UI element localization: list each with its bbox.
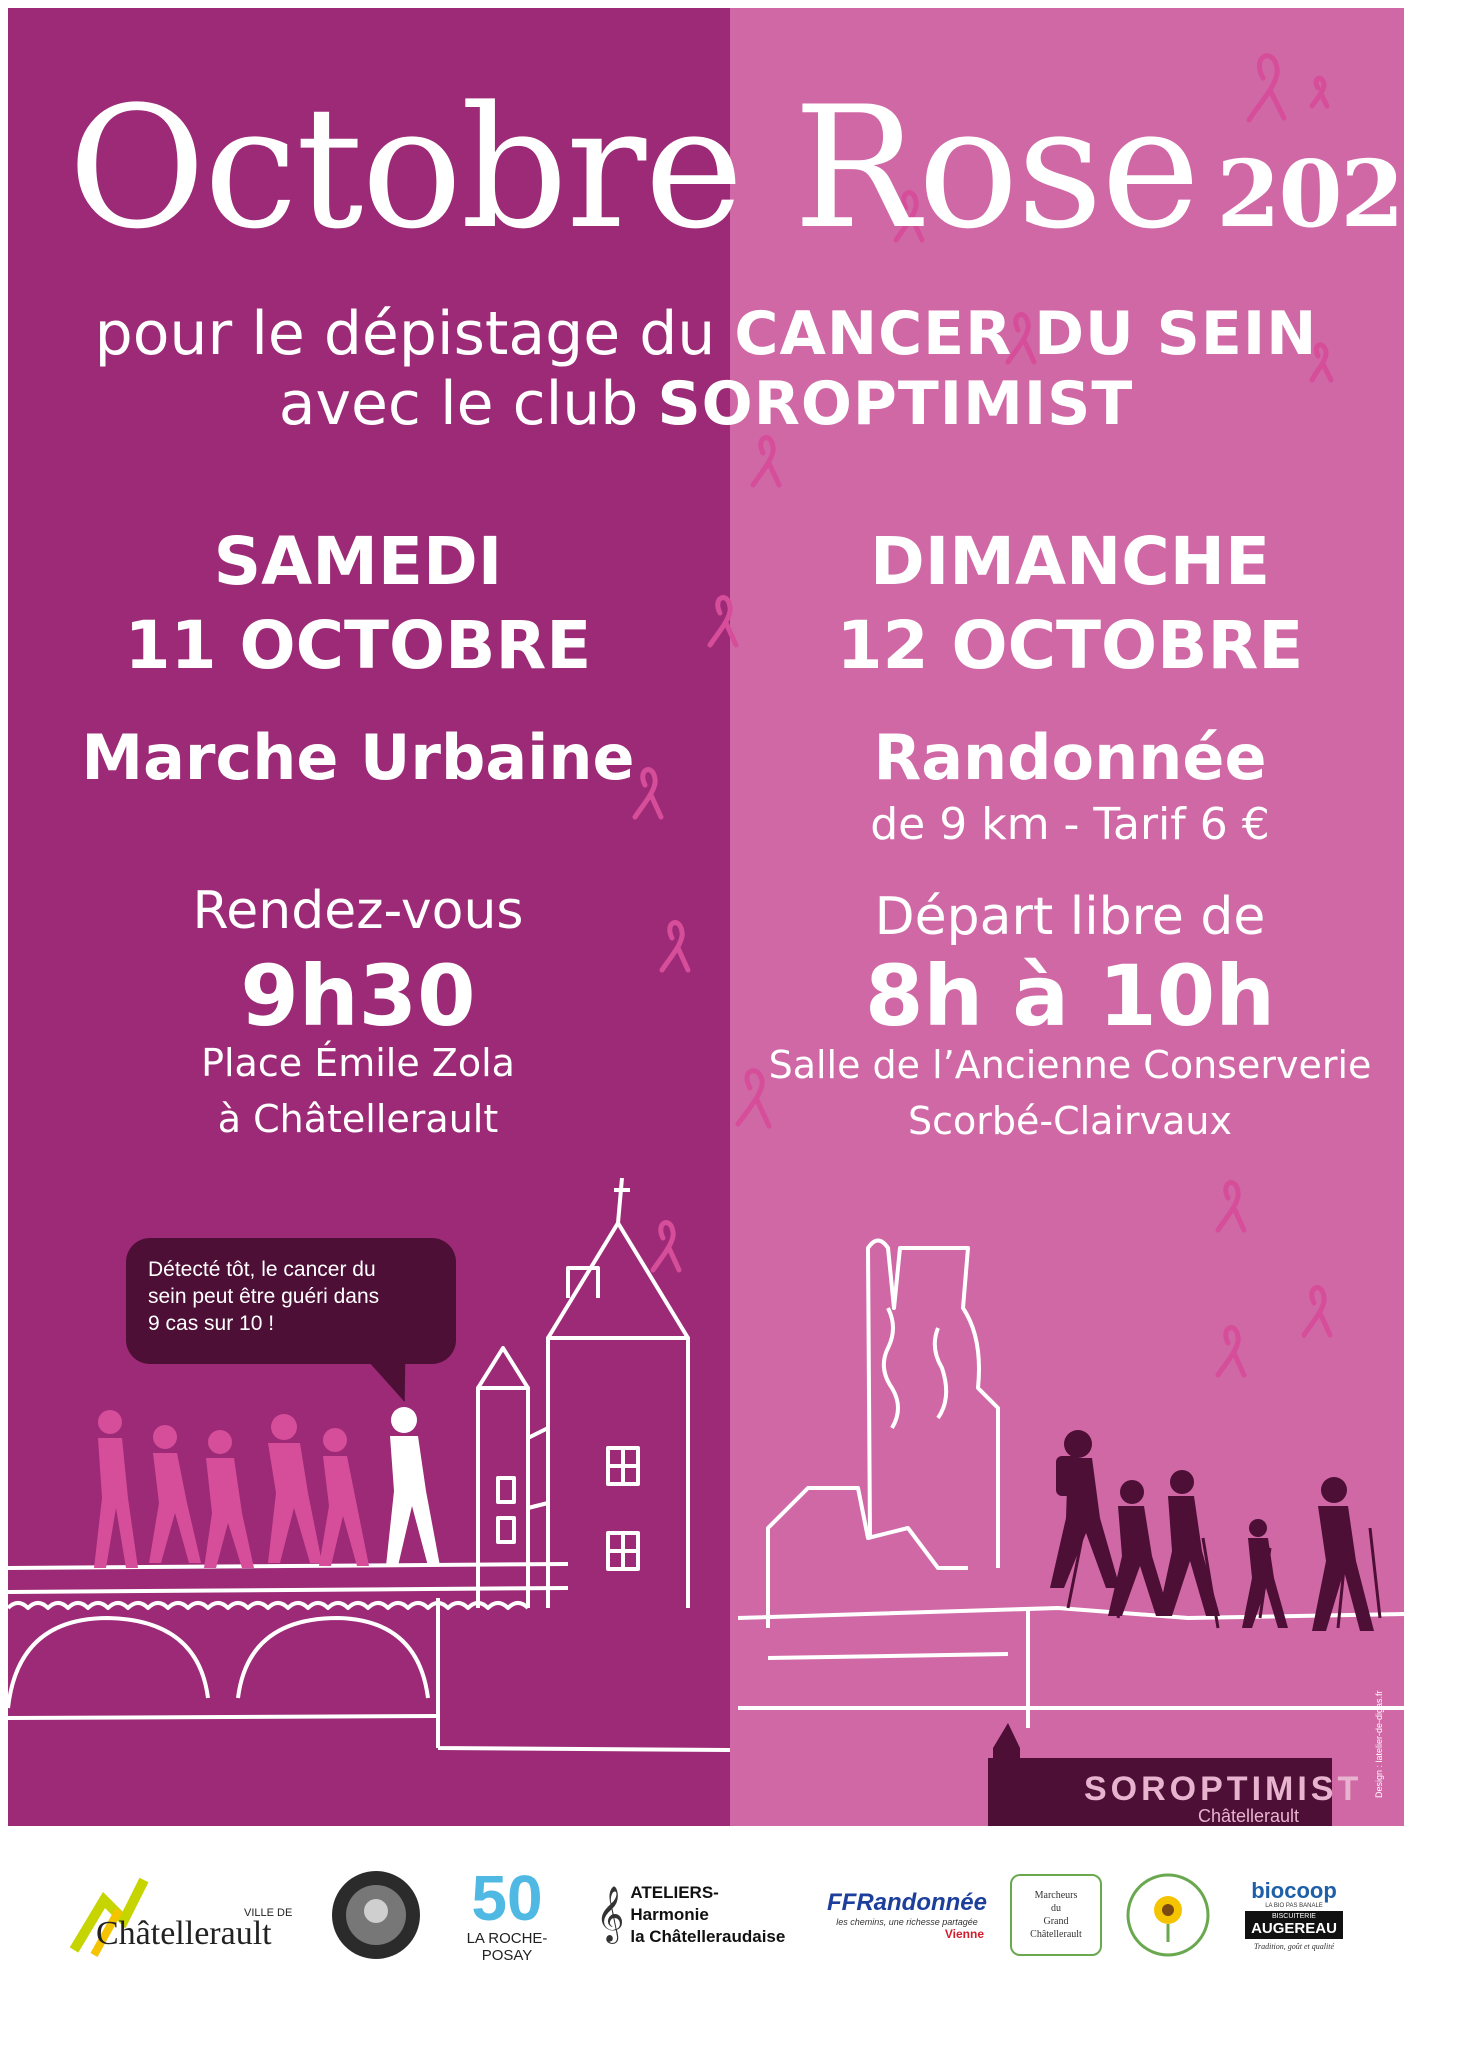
svg-text:VILLE DE: VILLE DE [244,1907,293,1919]
walker-icon [319,1428,369,1566]
sunday-detail: de 9 km - Tarif 6 € [870,799,1270,850]
sponsor-chatellerault [64,1860,314,1970]
saturday-place-line2: à Châtellerault [217,1097,499,1141]
sunday-time: 8h à 10h [864,947,1276,1045]
saturday-date: 11 OCTOBRE [124,607,592,684]
soroptimist-seal-icon [328,1867,424,1963]
walkers-silhouettes [94,1407,440,1568]
subtitle-line2 [8,368,1404,440]
subtitle-prefix: pour le dépistage du [94,299,716,369]
randonneurs-sunflower-icon [1123,1870,1213,1960]
bubble-line: sein peut être guéri dans [148,1285,380,1308]
biscuiterie-name: AUGEREAU [1251,1920,1337,1937]
sunday-day: DIMANCHE [869,523,1271,600]
sponsor-ateliers-harmonie [596,1860,796,1970]
sunday-date: 12 OCTOBRE [836,607,1304,684]
biocoop-tagline: LA BIO PAS BANALE [1265,1903,1323,1909]
augereau-motto: Tradition, goût et qualité [1253,1942,1334,1951]
sponsor-soroptimist-international [326,1860,426,1970]
subtitle-highlight: CANCER DU SEIN [734,299,1318,369]
marcheurs-line3: Grand [1043,1916,1069,1927]
subtitle-prefix: avec le club [278,369,639,439]
title-word1: Octobre [68,70,742,266]
ateliers-line2: la Châtelleraudaise [630,1927,786,1946]
marcheurs-line2: du [1051,1903,1061,1914]
ribbon-icon [1218,1328,1244,1375]
sunday-place-line1: Salle de l’Ancienne Conserverie [768,1043,1372,1087]
saturday-meet-label: Rendez-vous [192,881,524,941]
saturday-day: SAMEDI [213,523,503,600]
sponsors-strip [0,1826,1412,2048]
design-credit: Design : latelier-de-digas.fr [1374,1690,1384,1798]
sponsor-biocoop-augereau [1234,1860,1354,1970]
organizer-city: Châtellerault [1198,1806,1300,1826]
bubble-line: Détecté tôt, le cancer du [148,1258,376,1281]
sunday-start-label: Départ libre de [874,887,1266,947]
ffrando-region: Vienne [944,1927,984,1941]
saturday-place-line1: Place Émile Zola [201,1041,515,1085]
ribbon-icon [1218,1183,1244,1230]
sponsor-ffrandonnee [812,1860,1002,1970]
ateliers-line1: ATELIERS-Harmonie [630,1883,719,1924]
saturday-time: 9h30 [240,947,476,1045]
treble-clef-icon: 𝄞 [596,1888,625,1941]
page-title [68,68,1465,294]
laroche-name: LA ROCHE-POSAY [466,1930,548,1964]
sponsor-randonneurs-chatelleraudais [1118,1860,1218,1970]
sunday-activity: Randonnée [873,721,1267,794]
marcheurs-line1: Marcheurs [1034,1890,1078,1901]
hiker-icon [1108,1480,1170,1616]
walker-icon [268,1414,322,1563]
sponsor-la-roche-posay [442,1860,572,1970]
speech-bubble [126,1238,456,1364]
ffrando-name: FFRandonnée [827,1889,987,1916]
ribbon-icon [1304,1288,1330,1335]
ribbon-icon [753,438,779,485]
poster [8,8,1465,1826]
biocoop-name: biocoop [1251,1878,1337,1903]
title-word2: Rose [793,70,1199,266]
marcheurs-line4: Châtellerault [1030,1929,1082,1940]
walker-icon [386,1407,440,1566]
bubble-line: 9 cas sur 10 ! [148,1312,275,1335]
title-year: 2025 [1216,140,1465,248]
subtitle-line1 [8,298,1404,370]
walker-icon [204,1430,254,1568]
svg-text:Châtellerault: Châtellerault [96,1915,272,1952]
ribbon-icon [710,598,736,645]
organizer-name: SOROPTIMIST [1084,1770,1363,1808]
hiker-icon [1312,1477,1374,1631]
sunday-place-line2: Scorbé-Clairvaux [907,1099,1232,1143]
sponsor-marcheurs-grand-chatellerault [1010,1860,1102,1970]
walker-icon [94,1410,138,1568]
organizer-logo [988,1726,1363,1826]
saturday-activity: Marche Urbaine [81,721,635,794]
laroche-anniversary-number: 50 [471,1862,543,1934]
ribbon-icon [653,1223,679,1270]
ffrando-tagline: les chemins, une richesse partagée [836,1917,978,1927]
biscuiterie-label: BISCUITERIE [1272,1913,1316,1920]
chatellerault-logo-icon [64,1860,314,1970]
walker-icon [149,1425,201,1563]
subtitle-highlight: SOROPTIMIST [657,369,1134,439]
hiker-icon [1050,1430,1120,1588]
hiker-icon [1158,1470,1220,1616]
